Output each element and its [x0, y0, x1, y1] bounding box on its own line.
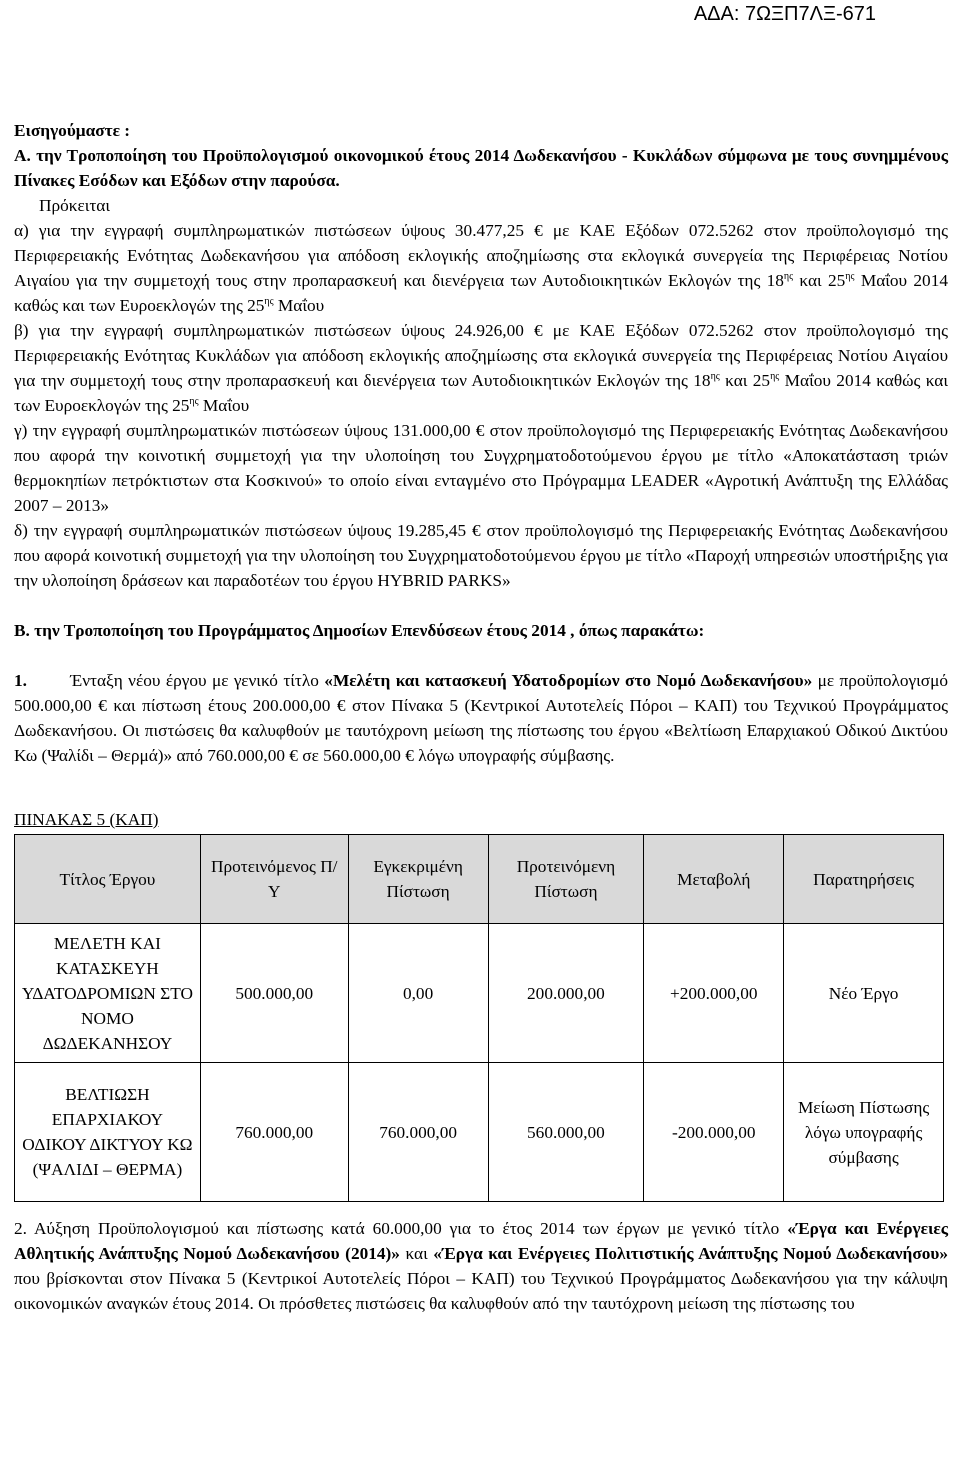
item-a: α) για την εγγραφή συμπληρωματικών πιστώσεων ύψους 30.477,25 € με ΚΑΕ Εξόδων 072.5262 στον προϋπολογισμό της Περιφερειακής Ενότητας Δωδεκανήσου για απόδοση εκλογικής αποζημίωσης στα εκλογικά συνεργεία της Περιφέρειας Νοτίου Αιγαίου για την συμμετοχή τους στην προπαρασκευή και διενέργεια των Αυτοδιοικητικών Εκλογών της $18^{\eta\varsigma}$ και $25^{\eta\varsigma}$ Μαΐου 2014 καθώς και των Ευροεκλογών της $25^{\eta\varsigma}$ Μαΐου	[14, 221, 948, 315]
header-cell: Τίτλος Έργου	[15, 835, 201, 924]
spacer	[14, 1202, 948, 1216]
section-b-item-2: 2. Αύξηση Προϋπολογισμού και πίστωσης κατά 60.000,00 για το έτος 2014 των έργων με γενικό τίτλο «Έργα και Ενέργειες Αθλητικής Ανάπτυξης Νομού Δωδεκανήσου (2014)» και «Έργα και Ενέργειες Πολιτιστικής Ανάπτυξης Νομού Δωδεκανήσου» που βρίσκονται στον Πίνακα 5 (Κεντρικοί Αυτοτελείς Πόροι – ΚΑΠ) του Τεχνικού Προγράμματος Δωδεκανήσου για την κάλυψη οικονομικών αναγκών έτους 2014. Οι πρόσθετες πιστώσεις θα καλυφθούν από την ταυτόχρονη μείωση της πίστωσης του	[14, 1219, 948, 1313]
item-d: δ) την εγγραφή συμπληρωματικών πιστώσεων ύψους 19.285,45 € στον προϋπολογισμό της Περιφερειακής Ενότητας Δωδεκανήσου που αφορά κοινοτική συμμετοχή για την υλοποίηση του Συγχρηματοδοτούμενου έργου με τίτλο «Παροχή υπηρεσιών υποστήριξης για την υλοποίηση δράσεων και παραδοτέων του έργου HYBRID PARKS»	[14, 521, 948, 590]
spacer	[14, 593, 948, 618]
table-cell: Μείωση Πίστωσης λόγω υπογραφής σύμβασης	[784, 1063, 944, 1202]
header-cell: Μεταβολή	[644, 835, 784, 924]
table-cell: Νέο Έργο	[784, 924, 944, 1063]
table-cell: 760.000,00	[200, 1063, 348, 1202]
ada-code: ΑΔΑ: 7ΩΞΠ7ΛΞ-671	[693, 3, 876, 25]
spacer	[14, 768, 948, 793]
intro-label: Εισηγούμαστε :	[14, 121, 131, 140]
header-cell: Εγκεκριμένη Πίστωση	[348, 835, 488, 924]
item-b: β) για την εγγραφή συμπληρωματικών πιστώσεων ύψους 24.926,00 € με ΚΑΕ Εξόδων 072.5262 στον προϋπολογισμό της Περιφερειακής Ενότητας Κυκλάδων για απόδοση εκλογικής αποζημίωσης στα εκλογικά συνεργεία της Περιφέρειας Νοτίου Αιγαίου για την συμμετοχή τους στην προπαρασκευή και διενέργεια των Αυτοδιοικητικών Εκλογών της $18^{\eta\varsigma}$ και $25^{\eta\varsigma}$ Μαΐου 2014 καθώς και των Ευροεκλογών της $25^{\eta\varsigma}$ Μαΐου	[14, 321, 948, 415]
table-cell: ΜΕΛΕΤΗ ΚΑΙ ΚΑΤΑΣΚΕΥΗ ΥΔΑΤΟΔΡΟΜΙΩΝ ΣΤΟ ΝΟΜΟ ΔΩΔΕΚΑΝΗΣΟΥ	[15, 924, 201, 1063]
table-cell: 560.000,00	[488, 1063, 644, 1202]
header-cell: Προτεινόμενη Πίστωση	[488, 835, 644, 924]
table-cell: -200.000,00	[644, 1063, 784, 1202]
section-a-title: Α. την Τροποποίηση του Προϋπολογισμού οικονομικού έτους 2014 Δωδεκανήσου - Κυκλάδων σύμφωνα με τους συνημμένους Πίνακες Εσόδων και Εξόδων στην παρούσα.	[14, 146, 948, 190]
table-cell: +200.000,00	[644, 924, 784, 1063]
table-cell: 500.000,00	[200, 924, 348, 1063]
plan-table	[14, 834, 944, 1202]
table-cell: ΒΕΛΤΙΩΣΗ ΕΠΑΡΧΙΑΚΟΥ ΟΔΙΚΟΥ ΔΙΚΤΥΟΥ ΚΩ (ΨΑΛΙΔΙ – ΘΕΡΜΑ)	[15, 1063, 201, 1202]
table-row	[15, 1063, 944, 1202]
spacer	[14, 643, 948, 668]
section-b-title: Β. την Τροποποίηση του Προγράμματος Δημοσίων Επενδύσεων έτους 2014 , όπως παρακάτω:	[14, 621, 705, 640]
table-cell: 0,00	[348, 924, 488, 1063]
section-a-lead: Πρόκειται	[39, 196, 111, 215]
table-title: ΠΙΝΑΚΑΣ 5 (ΚΑΠ)	[14, 810, 159, 829]
header-cell: Παρατηρήσεις	[784, 835, 944, 924]
section-b-item-1: 1. Ένταξη νέου έργου με γενικό τίτλο «Μελέτη και κατασκευή Υδατοδρομίων στο Νομό Δωδεκανήσου» με προϋπολογισμό 500.000,00 € και πίστωση έτους 200.000,00 € στον Πίνακα 5 (Κεντρικοί Αυτοτελείς Πόροι – ΚΑΠ) του Τεχνικού Προγράμματος Δωδεκανήσου. Οι πιστώσεις θα καλυφθούν με ταυτόχρονη μείωση της πίστωσης του έργου «Βελτίωση Επαρχιακού Οδικού Δικτύου Κω (Ψαλίδι – Θερμά)» από 760.000,00 € σε 560.000,00 € λόγω υπογραφής σύμβασης.	[14, 671, 948, 765]
item-c: γ) την εγγραφή συμπληρωματικών πιστώσεων ύψους 131.000,00 € στον προϋπολογισμό της Περιφερειακής Ενότητας Δωδεκανήσου που αφορά την κοινοτική συμμετοχή για την υλοποίηση του Συγχρηματοδοτούμενου έργου με τίτλο «Αποκατάσταση τριών θερμοκηπίων πετρόκτιστων στα Κοσκινού» το οποίο είναι ενταγμένο στο Πρόγραμμα LEADER «Αγροτική Ανάπτυξη της Ελλάδας 2007 – 2013»	[14, 421, 948, 515]
table-header-row	[15, 835, 944, 924]
header-cell: Προτεινόμενος Π/Υ	[200, 835, 348, 924]
document-body	[14, 118, 948, 1316]
table-cell: 760.000,00	[348, 1063, 488, 1202]
spacer	[14, 793, 948, 807]
table-cell: 200.000,00	[488, 924, 644, 1063]
table-row	[15, 924, 944, 1063]
